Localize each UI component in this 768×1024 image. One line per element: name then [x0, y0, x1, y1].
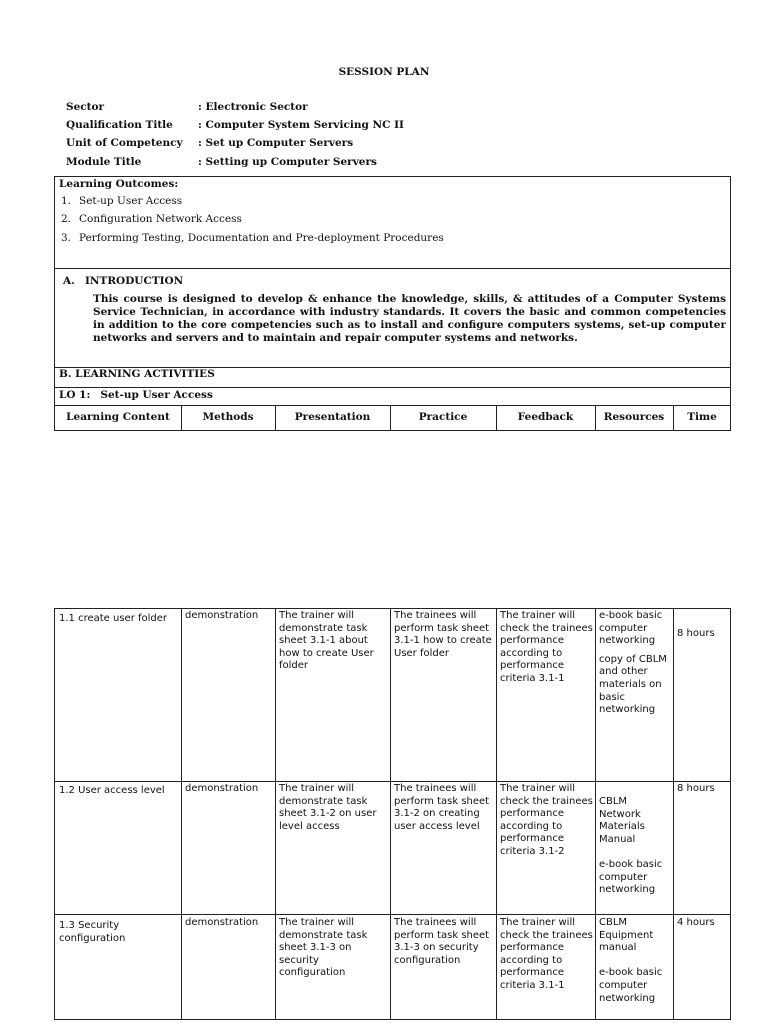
list-item: [61, 232, 444, 250]
meta-value: : Setting up Computer Servers: [198, 155, 377, 168]
column-header-presentation: Presentation: [294, 411, 371, 423]
column-divider: [496, 609, 497, 1019]
cell-feedback: The trainer will check the trainees performance according to performance criteria 3.1-1: [500, 917, 593, 991]
meta-label: Qualification Title: [66, 119, 173, 132]
column-divider: [673, 609, 674, 1019]
list-number: 3.: [61, 231, 72, 244]
meta-label: Unit of Competency: [66, 137, 183, 150]
resource-item: CBLM Network Materials Manual: [599, 796, 645, 845]
row-divider: [55, 781, 730, 782]
list-text: Configuration Network Access: [79, 213, 242, 226]
cell-method: demonstration: [185, 917, 259, 928]
session-table-top: [54, 176, 731, 431]
cell-practice: The trainees will perform task sheet 3.1-2 on creating user access level: [394, 783, 490, 832]
cell-presentation: The trainer will demonstrate task sheet 3.1-3 on security configuration: [279, 917, 368, 979]
introduction-heading: [63, 275, 183, 287]
learning-outcomes-list: [61, 195, 444, 250]
resource-item: CBLM Equipment manual: [599, 917, 654, 954]
meta-row-module: [66, 156, 404, 174]
meta-row-qualification: [66, 119, 404, 137]
cell-presentation: The trainer will demonstrate task sheet 3.1-2 on user level access: [279, 783, 377, 832]
column-divider: [181, 405, 182, 431]
list-item: [61, 213, 444, 231]
column-divider: [275, 609, 276, 1019]
cell-practice: The trainees will perform task sheet 3.1-1 how to create User folder: [394, 610, 492, 659]
resource-item: e-book basic computer networking: [599, 610, 663, 647]
cell-resources: [599, 610, 671, 717]
cell-resources: [599, 917, 671, 1005]
divider: [55, 405, 730, 406]
column-header-methods: Methods: [202, 411, 254, 423]
cell-learning-content: 1.1 create user folder: [59, 613, 168, 624]
cell-time: 4 hours: [677, 917, 715, 928]
cell-time: 8 hours: [677, 783, 715, 794]
list-text: Performing Testing, Documentation and Pre-deployment Procedures: [79, 231, 444, 244]
introduction-body: This course is designed to develop & enhance the knowledge, skills, & attitudes of a Computer Systems Service Technician, in accordance with industry standards. It covers the basic and common competencies in addition to the core competencies such as to install and configure computers systems, set-up computer networks and servers and to maintain and repair computer systems and networks.: [93, 293, 726, 344]
lo-label: LO 1:: [59, 389, 91, 401]
column-divider: [275, 405, 276, 431]
activities-table: [54, 608, 731, 1020]
column-divider: [595, 609, 596, 1019]
meta-row-unit: [66, 137, 404, 155]
meta-value: : Set up Computer Servers: [198, 137, 354, 150]
column-header-feedback: Feedback: [517, 411, 574, 423]
column-header-learning-content: Learning Content: [66, 411, 170, 423]
list-number: 2.: [61, 213, 72, 226]
cell-practice: The trainees will perform task sheet 3.1-3 on security configuration: [394, 917, 490, 966]
learning-outcomes-heading: Learning Outcomes:: [59, 178, 179, 190]
cell-method: demonstration: [185, 783, 259, 794]
cell-learning-content: 1.2 User access level: [59, 785, 165, 796]
resource-item: e-book basic computer networking: [599, 858, 663, 896]
meta-row-sector: [66, 101, 404, 119]
cell-feedback: The trainer will check the trainees performance according to performance criteria 3.1-2: [500, 783, 593, 857]
column-header-resources: Resources: [603, 411, 665, 423]
column-header-practice: Practice: [418, 411, 468, 423]
section-letter: A.: [63, 275, 75, 287]
column-divider: [390, 609, 391, 1019]
meta-block: [66, 101, 404, 174]
resource-item: copy of CBLM and other materials on basic networking: [599, 653, 667, 716]
cell-time: 8 hours: [677, 628, 715, 639]
meta-label: Module Title: [66, 155, 142, 168]
column-divider: [181, 609, 182, 1019]
list-number: 1.: [61, 195, 72, 207]
list-item: [61, 195, 444, 213]
row-divider: [55, 914, 730, 915]
resource-item: e-book basic computer networking: [599, 967, 663, 1004]
cell-feedback: The trainer will check the trainees performance according to performance criteria 3.1-1: [500, 610, 593, 684]
meta-value: : Computer System Servicing NC II: [198, 119, 404, 132]
cell-learning-content: 1.3 Security configuration: [59, 920, 126, 944]
list-text: Set-up User Access: [79, 195, 183, 207]
cell-presentation: The trainer will demonstrate task sheet 3.1-1 about how to create User folder: [279, 610, 374, 672]
lo-name: Set-up User Access: [100, 389, 213, 401]
page-title: SESSION PLAN: [338, 66, 430, 78]
cell-resources: [599, 796, 671, 897]
column-divider: [595, 405, 596, 431]
divider: [55, 387, 730, 388]
meta-label: Sector: [66, 101, 105, 113]
column-divider: [390, 405, 391, 431]
column-divider: [673, 405, 674, 431]
lo1-heading: [59, 389, 213, 401]
divider: [55, 268, 730, 269]
meta-value: : Electronic Sector: [198, 101, 308, 113]
cell-method: demonstration: [185, 610, 259, 621]
column-divider: [496, 405, 497, 431]
learning-activities-heading: B. LEARNING ACTIVITIES: [59, 368, 215, 380]
column-header-time: Time: [687, 411, 717, 423]
section-title: INTRODUCTION: [85, 275, 184, 287]
